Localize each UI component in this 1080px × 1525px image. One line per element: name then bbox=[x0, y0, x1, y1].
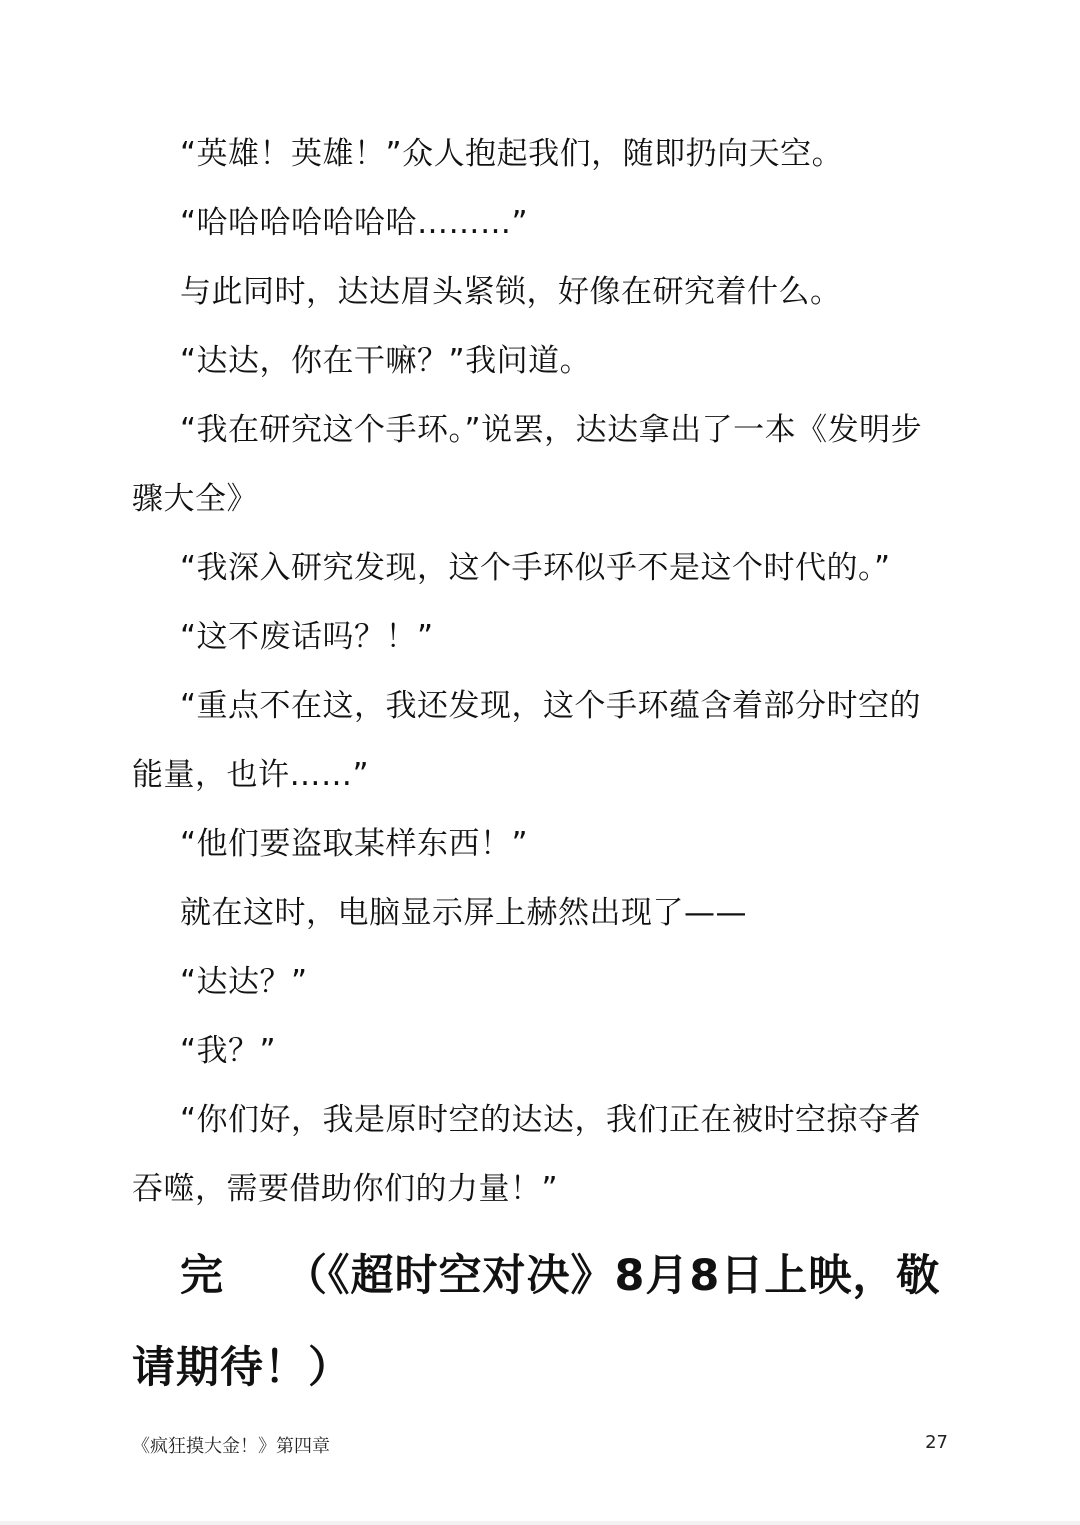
story-paragraph: “我深入研究发现，这个手环似乎不是这个时代的。” bbox=[180, 550, 891, 586]
ending-announcement bbox=[132, 1230, 952, 1414]
page-bottom-edge bbox=[0, 1521, 1080, 1525]
end-word: 完 bbox=[180, 1251, 224, 1301]
story-paragraph: “英雄！英雄！”众人抱起我们，随即扔向天空。 bbox=[180, 136, 844, 172]
page-footer bbox=[132, 1432, 948, 1462]
story-paragraph: 就在这时，电脑显示屏上赫然出现了—— bbox=[180, 895, 747, 931]
story-paragraph: “这不废话吗？！” bbox=[180, 619, 434, 655]
story-paragraph: “重点不在这，我还发现，这个手环蕴含着部分时空的能量，也许……” bbox=[132, 688, 922, 793]
story-paragraph: “我在研究这个手环。”说罢，达达拿出了一本《发明步骤大全》 bbox=[132, 412, 923, 517]
chapter-title: 《疯狂摸大金！》第四章 bbox=[132, 1436, 330, 1457]
release-announcement: （《超时空对决》8月8日上映，敬请期待！） bbox=[132, 1251, 941, 1393]
story-paragraph: “哈哈哈哈哈哈哈………” bbox=[180, 205, 529, 241]
story-paragraph: “达达，你在干嘛？”我问道。 bbox=[180, 343, 592, 379]
story-paragraph: “他们要盗取某样东西！” bbox=[180, 826, 529, 862]
story-body bbox=[132, 120, 952, 1414]
story-paragraph: “我？” bbox=[180, 1033, 277, 1069]
story-paragraph: 与此同时，达达眉头紧锁，好像在研究着什么。 bbox=[180, 274, 842, 310]
story-paragraph: “达达？” bbox=[180, 964, 308, 1000]
story-paragraph: “你们好，我是原时空的达达，我们正在被时空掠夺者吞噬，需要借助你们的力量！” bbox=[132, 1102, 922, 1207]
page-number: 27 bbox=[925, 1432, 948, 1453]
